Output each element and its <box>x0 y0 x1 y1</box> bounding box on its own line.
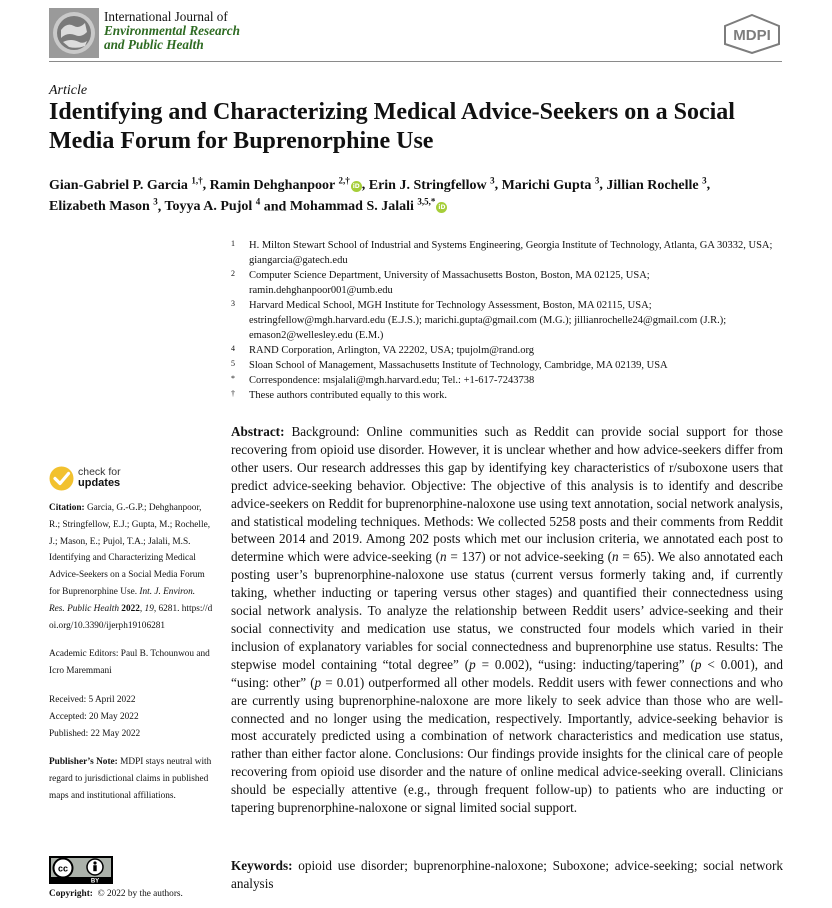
orcid-icon[interactable]: iD <box>352 182 360 190</box>
editors-text: Paul B. Tchounwou and Icro Maremmani <box>49 649 210 677</box>
abstract <box>231 423 783 817</box>
author-affiliation-marker: 3 <box>490 175 495 185</box>
author-name: Jillian Rochelle <box>606 177 699 193</box>
n-symbol: n <box>440 549 447 565</box>
keywords-label: Keywords: <box>231 858 293 873</box>
author-affiliation-marker: 3 <box>594 175 600 185</box>
abstract-text-3: = 65). We also annotated each posting user’s buprenorphine-naloxone use status (current versus formerly taking and, if currently taking, whether inducting or tapering versus other stages) and quantified their connectedness using social network analysis. To analyze the relationship between Reddit users’ advice-seeking and their social connectivity and medication use status, we constructed four models which varied in their inclusion of explanatory variables for social connectedness and buprenorphine use status. Results: The stepwise model containing “total degree” ( <box>231 549 783 672</box>
check-updates-line2: updates <box>78 477 121 489</box>
keywords-text: opioid use disorder; buprenorphine-naloxone; Suboxone; advice-seeking; social network analysis <box>231 858 783 891</box>
author-affiliation-marker: 1,† <box>191 175 203 185</box>
author-affiliation-marker: 3 <box>702 175 707 185</box>
author-affiliation-marker: 4 <box>255 196 261 207</box>
author <box>49 196 158 215</box>
affiliation-item <box>231 268 783 298</box>
p-symbol: p <box>314 674 322 690</box>
copyright-label: Copyright: <box>49 889 93 899</box>
affiliation-item <box>231 373 783 388</box>
author-name: Mohammad S. Jalali <box>289 199 414 215</box>
affiliation-text: H. Milton Stewart School of Industrial and Systems Engineering, Georgia Institute of Technology, Atlanta, GA 30332, USA; giangarcia@gatech.edu <box>249 240 773 266</box>
affiliation-item <box>231 343 783 358</box>
author-name: Gian-Gabriel P. Garcia <box>49 177 188 193</box>
affiliation-text: Correspondence: msjalali@mgh.harvard.edu; Tel.: +1-617-7243738 <box>249 375 535 386</box>
affiliation-text: Computer Science Department, University of Massachusetts Boston, Boston, MA 02125, USA; ramin.dehghanpoor001@umb.edu <box>249 270 650 296</box>
date-published: Published: 22 May 2022 <box>49 728 141 739</box>
abstract-label: Abstract: <box>231 424 285 439</box>
author <box>164 196 261 215</box>
affiliation-marker: † <box>231 389 235 398</box>
author <box>209 175 362 193</box>
abstract-text-6: = 0.01) outperformed all other models. Reddit users with fewer connections and who are currently using buprenorphine-naloxone are more likely to seek advice than those who are well-connected and no longer using the medication, respectively. Importantly, advice-seeking behavior is most accurately predicted using a combination of network characteristics and medication use status, rather than either factor alone. Conclusions: Our findings provide insights for the clinical care of people recovering from opioid use disorder and the nature of online medical advice-seeking overall. Clinicians should be especially attentive (e.g., through frequent follow-up) to patients who are inducting or tapering buprenorphine-naloxone or signal limited social support. <box>231 674 784 816</box>
author-name: Toyya A. Pujol <box>164 199 253 215</box>
cc-by-license-icon[interactable] <box>49 856 113 884</box>
publishers-note-label: Publisher’s Note: <box>49 757 118 768</box>
author <box>49 175 203 193</box>
journal-name-line1: International Journal of <box>104 9 228 24</box>
abstract-text-5: < 0.001), and “using: other” ( <box>231 656 783 690</box>
abstract-text-2: = 137) or not advice-seeking ( <box>446 549 612 565</box>
date-received: Received: 5 April 2022 <box>49 694 136 705</box>
mdpi-logo-text: MDPI <box>733 27 771 44</box>
sidebar <box>49 500 213 805</box>
check-updates-line1: check for <box>78 466 121 478</box>
affiliation-item <box>231 358 783 373</box>
header-divider <box>49 61 782 62</box>
article-title: Identifying and Characterizing Medical Advice-Seekers on a Social Media Forum for Buprenorphine Use <box>49 99 735 154</box>
affiliation-item <box>231 238 783 268</box>
keywords <box>231 857 783 893</box>
n-symbol: n <box>611 549 619 565</box>
svg-text:cc: cc <box>57 863 69 874</box>
affiliation-item <box>231 298 783 343</box>
journal-name <box>104 10 240 52</box>
author-name: Elizabeth Mason <box>49 199 150 215</box>
copyright-text: © 2022 by the authors. <box>97 889 183 899</box>
journal-name-line3: and Public Health <box>104 37 204 52</box>
publication-dates <box>49 692 213 742</box>
check-updates-icon <box>49 466 74 491</box>
citation-label: Citation: <box>49 503 85 513</box>
citation: Citation: Garcia, G.-G.P.; Dehghanpoor, R.; Stringfellow, E.J.; Gupta, M.; Rochelle, J.; Mason, E.; Pujol, T.A.; Jalali, M.S. Identifying and Characterizing Medical Advice-Seekers on a Social Media Forum for Buprenorphine Use. Int. J. Environ. Res. Public Health 2022, 19, 6281. https://doi.org/10.3390/ijerph19106281 <box>49 503 213 631</box>
academic-editors <box>49 646 213 680</box>
affiliations <box>231 238 783 403</box>
author-affiliation-marker: 3,5,* <box>417 196 436 207</box>
date-accepted: Accepted: 20 May 2022 <box>49 711 139 722</box>
license-badge-text: BY <box>90 878 100 884</box>
publishers-note <box>49 754 213 804</box>
check-updates-text <box>78 467 121 489</box>
affiliation-marker: 2 <box>231 269 235 278</box>
citation-pages: 6281. <box>158 603 180 614</box>
affiliation-text: Harvard Medical School, MGH Institute for Technology Assessment, Boston, MA 02115, USA; estringfellow@mgh.harvard.edu (E.J.S.); marichi.gupta@gmail.com (M.G.); jillianrochelle24@gmail.com (J.R.); emason2@wellesley.edu (E.M.) <box>249 300 727 341</box>
check-for-updates-button[interactable] <box>49 466 159 494</box>
author <box>501 175 600 193</box>
author-affiliation-marker: 2,† <box>338 175 350 185</box>
author-name: Ramin Dehghanpoor <box>209 177 335 193</box>
citation-volume: 19 <box>144 603 154 614</box>
affiliation-text: These authors contributed equally to this work. <box>249 390 447 401</box>
editors-label: Academic Editors: <box>49 649 119 660</box>
article-type: Article <box>49 83 88 98</box>
p-symbol: p <box>694 656 702 672</box>
affiliation-text: Sloan School of Management, Massachusetts Institute of Technology, Cambridge, MA 02139, USA <box>249 360 668 371</box>
publishers-note-text: MDPI stays neutral with regard to jurisdictional claims in published maps and institutional affiliations. <box>49 757 212 801</box>
affiliation-marker: 4 <box>231 344 235 353</box>
affiliation-marker: 5 <box>231 359 235 368</box>
author-name: Erin J. Stringfellow <box>368 177 487 193</box>
citation-year: 2022 <box>121 603 140 614</box>
citation-text: Garcia, G.-G.P.; Dehghanpoor, R.; Stringfellow, E.J.; Gupta, M.; Rochelle, J.; Mason, E.; Pujol, T.A.; Jalali, M.S. Identifying and Characterizing Medical Advice-Seekers on a Social Media Forum for Buprenorphine Use. <box>49 503 211 597</box>
author-name: Marichi Gupta <box>501 177 592 193</box>
citation-doi-link[interactable]: https://doi.org/10.3390/ijerph19106281 <box>49 603 213 631</box>
citation-journal: Int. J. Environ. Res. Public Health <box>49 586 196 614</box>
author <box>368 175 495 193</box>
journal-logo <box>49 8 99 58</box>
affiliation-marker: * <box>231 374 235 383</box>
p-symbol: p <box>469 656 476 672</box>
affiliation-marker: 1 <box>231 239 235 248</box>
abstract-text-4: = 0.002), “using: inducting/tapering” ( <box>475 656 695 672</box>
author-affiliation-marker: 3 <box>153 196 158 207</box>
affiliation-item <box>231 388 783 403</box>
affiliation-text: RAND Corporation, Arlington, VA 22202, USA; tpujolm@rand.org <box>249 345 535 356</box>
author <box>289 196 448 215</box>
mdpi-logo <box>722 14 782 54</box>
journal-name-line2: Environmental Research <box>104 23 240 38</box>
author <box>606 175 707 193</box>
orcid-icon[interactable]: iD <box>438 204 446 212</box>
abstract-text-1: Background: Online communities such as Reddit can provide social support for those recovering from opioid use disorder. However, it is unclear whether and how advice-seekers differ from other users. Our research addresses this gap by identifying key characteristics of r/suboxone users that predict advice-seeking behavior. Objective: The objective of this analysis is to identify and describe advice-seekers on Reddit for buprenorphine-naloxone use using text annotation, social network analysis, and statistical modeling techniques. Methods: We collected 5258 posts and their comments from Reddit between 2014 and 2019. Among 202 posts which met our inclusion criteria, we annotated each post to determine which were advice-seeking ( <box>231 424 783 565</box>
affiliation-marker: 3 <box>231 299 235 308</box>
copyright <box>49 889 213 899</box>
author-list: Gian-Gabriel P. Garcia $^{1,\dagger}$, Ramin Dehghanpoor $^{2,\dagger}$iD , Erin J. Stringfellow $^3$, Marichi Gupta $^3$, Jillian Rochelle $^3$, Elizabeth Mason $^3$, Toyya A. Pujol $^4$ and Mohammad S. Jalali $^{3,5,*}$iD <box>49 175 711 215</box>
